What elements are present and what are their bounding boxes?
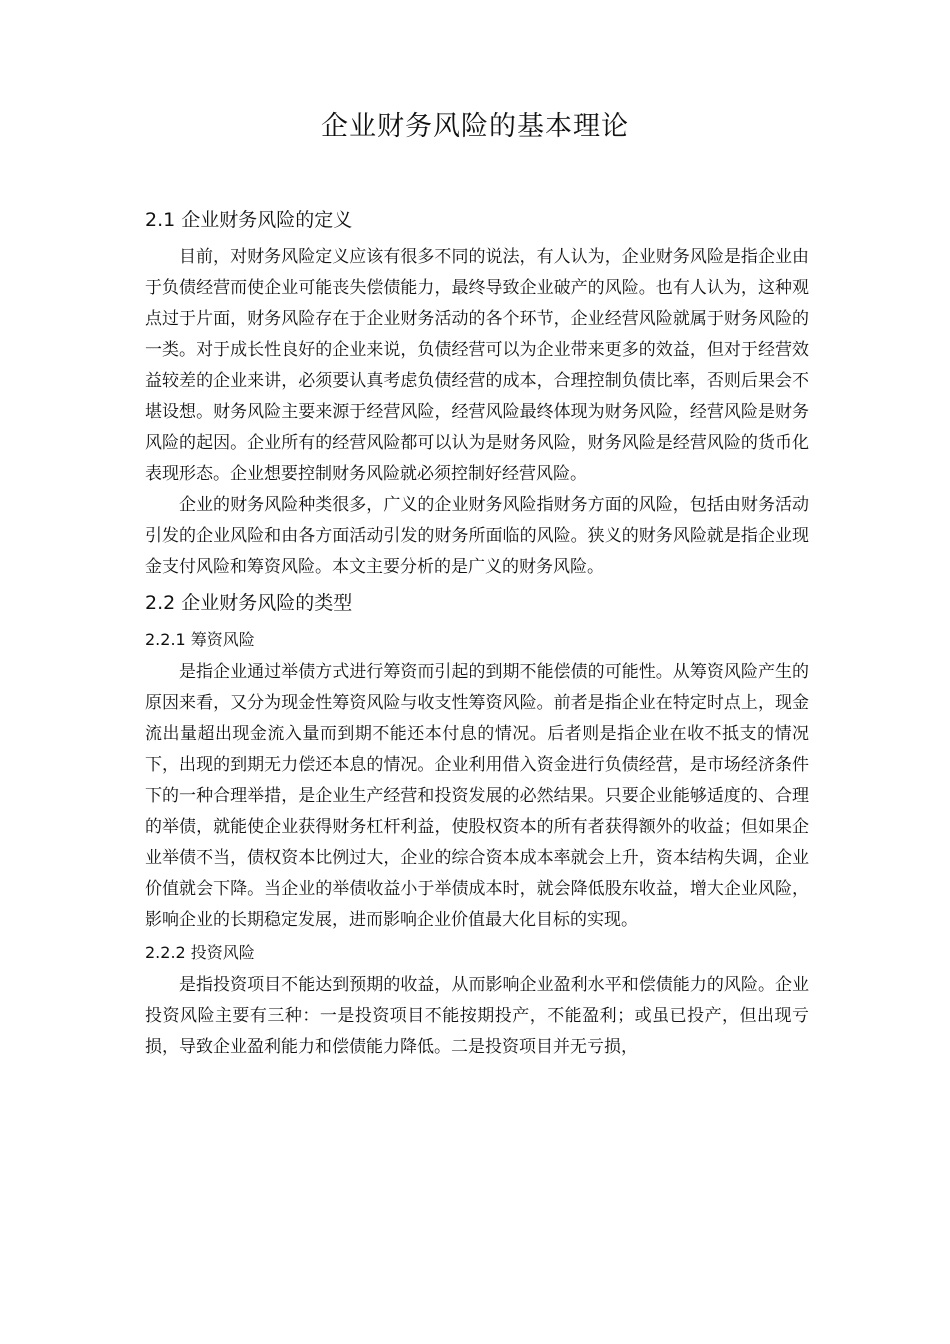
- paragraph: 是指投资项目不能达到预期的收益，从而影响企业盈利水平和偿债能力的风险。企业投资风险主要有三种：一是投资项目不能按期投产，不能盈利；或虽已投产，但出现亏损，导致企业盈利能力和偿债能力降低。二是投资项目并无亏损，: [145, 975, 809, 1057]
- paragraph: 企业的财务风险种类很多，广义的企业财务风险指财务方面的风险，包括由财务活动引发的企业风险和由各方面活动引发的财务所面临的风险。狭义的财务风险就是指企业现金支付风险和筹资风险。本文主要分析的是广义的财务风险。: [145, 495, 809, 577]
- section-heading-2-2: 2.2 企业财务风险的类型: [145, 592, 353, 614]
- subsection-heading-2-2-2: 2.2.2 投资风险: [145, 943, 255, 962]
- paragraph: 目前，对财务风险定义应该有很多不同的说法，有人认为，企业财务风险是指企业由于负债经营而使企业可能丧失偿债能力，最终导致企业破产的风险。也有人认为，这种观点过于片面，财务风险存在于企业财务活动的各个环节，企业经营风险就属于财务风险的一类。对于成长性良好的企业来说，负债经营可以为企业带来更多的效益，但对于经营效益较差的企业来讲，必须要认真考虑负债经营的成本，合理控制负债比率，否则后果会不堪设想。财务风险主要来源于经营风险，经营风险最终体现为财务风险，经营风险是财务风险的起因。企业所有的经营风险都可以认为是财务风险，财务风险是经营风险的货币化表现形态。企业想要控制财务风险就必须控制好经营风险。: [145, 247, 809, 484]
- paragraph: 是指企业通过举债方式进行筹资而引起的到期不能偿债的可能性。从筹资风险产生的原因来看，又分为现金性筹资风险与收支性筹资风险。前者是指企业在特定时点上，现金流出量超出现金流入量而到期不能还本付息的情况。后者则是指企业在收不抵支的情况下，出现的到期无力偿还本息的情况。企业利用借入资金进行负债经营，是市场经济条件下的一种合理举措，是企业生产经营和投资发展的必然结果。只要企业能够适度的、合理的举债，就能使企业获得财务杠杆利益，使股权资本的所有者获得额外的收益；但如果企业举债不当，债权资本比例过大，企业的综合资本成本率就会上升，资本结构失调，企业价值就会下降。当企业的举债收益小于举债成本时，就会降低股东收益，增大企业风险，影响企业的长期稳定发展，进而影响企业价值最大化目标的实现。: [145, 662, 809, 930]
- section-heading-2-1: 2.1 企业财务风险的定义: [145, 209, 353, 231]
- page-title: 企业财务风险的基本理论: [321, 111, 629, 142]
- document-body: [145, 200, 809, 1063]
- subsection-heading-2-2-1: 2.2.1 筹资风险: [145, 630, 255, 649]
